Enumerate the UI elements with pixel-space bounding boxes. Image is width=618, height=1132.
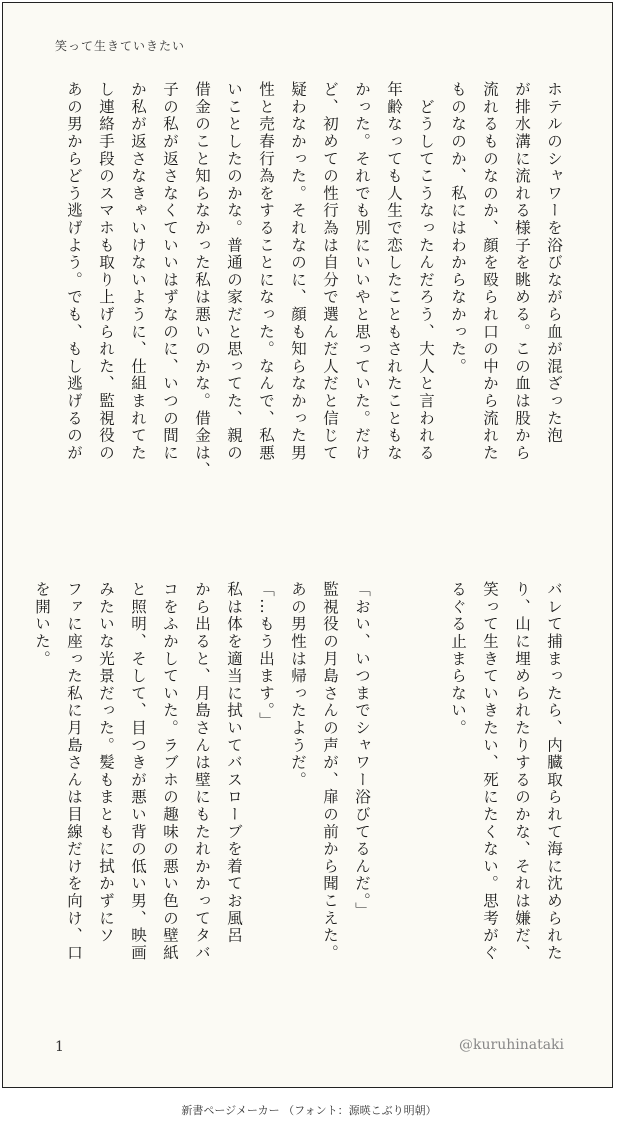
author-handle: @kuruhinataki [459,1037,564,1053]
page [2,2,613,1088]
footer-credit: 新書ページメーカー （フォント：源暎こぶり明朝） [181,1104,437,1117]
page-header-title: 笑って生きていきたい [55,39,186,53]
body-text-top: ホテルのシャワーを浴びながら血が混ざった泡 が排水溝に流れる様子を眺める。この血は股から 流れるものなのか、顔を殴られ口の中から流れた ものなのか、私にはわからなかった。 どうしてこうなったんだろう、大人と言われる 年齢なっても人生で恋したこともされたこともな かった。それでも別にいいやと思っていた。だけ ど、初めての性行為は自分で選んだ人だと信じて 疑わなかった。それなのに、顔も知らなかった男 性と売春行為をすることになった。なんで、私悪 いことしたのかな。普通の家だと思ってた、親の 借金のこと知らなかった私は悪いのかな。借金は、 子の私が返さなくていいはずなのに、いつの間に か私が返さなきゃいけないように、仕組まれてた し連絡手段のスマホも取り上げられた、監視役の あの男からどう逃げよう。でも、もし逃げるのが [65,81,563,479]
body-text-bottom: バレて捕まったら、内臓取られて海に沈められた り、山に埋められたりするのかな、それは嫌だ、 笑って生きていきたい、死にたくない。思考がぐ るぐる止まらない。 「おい、いつまでシャワー浴びてるんだ。」 監視役の月島さんの声が、扉の前から聞こえた。 あの男性は帰ったようだ。 「…もう出ます。」 私は体を適当に拭いてバスローブを着てお風呂 から出ると、月島さんは壁にもたれかかってタバ コをふかしていた。ラブホの趣味の悪い色の壁紙 と照明、そして、目つきが悪い背の低い男、映画 みたいな光景だった。髪もまともに拭かずにソ ファに座った私に月島さんは目線だけを向け、口 を開いた。 [33,581,563,962]
page-number: 1 [55,1039,64,1055]
